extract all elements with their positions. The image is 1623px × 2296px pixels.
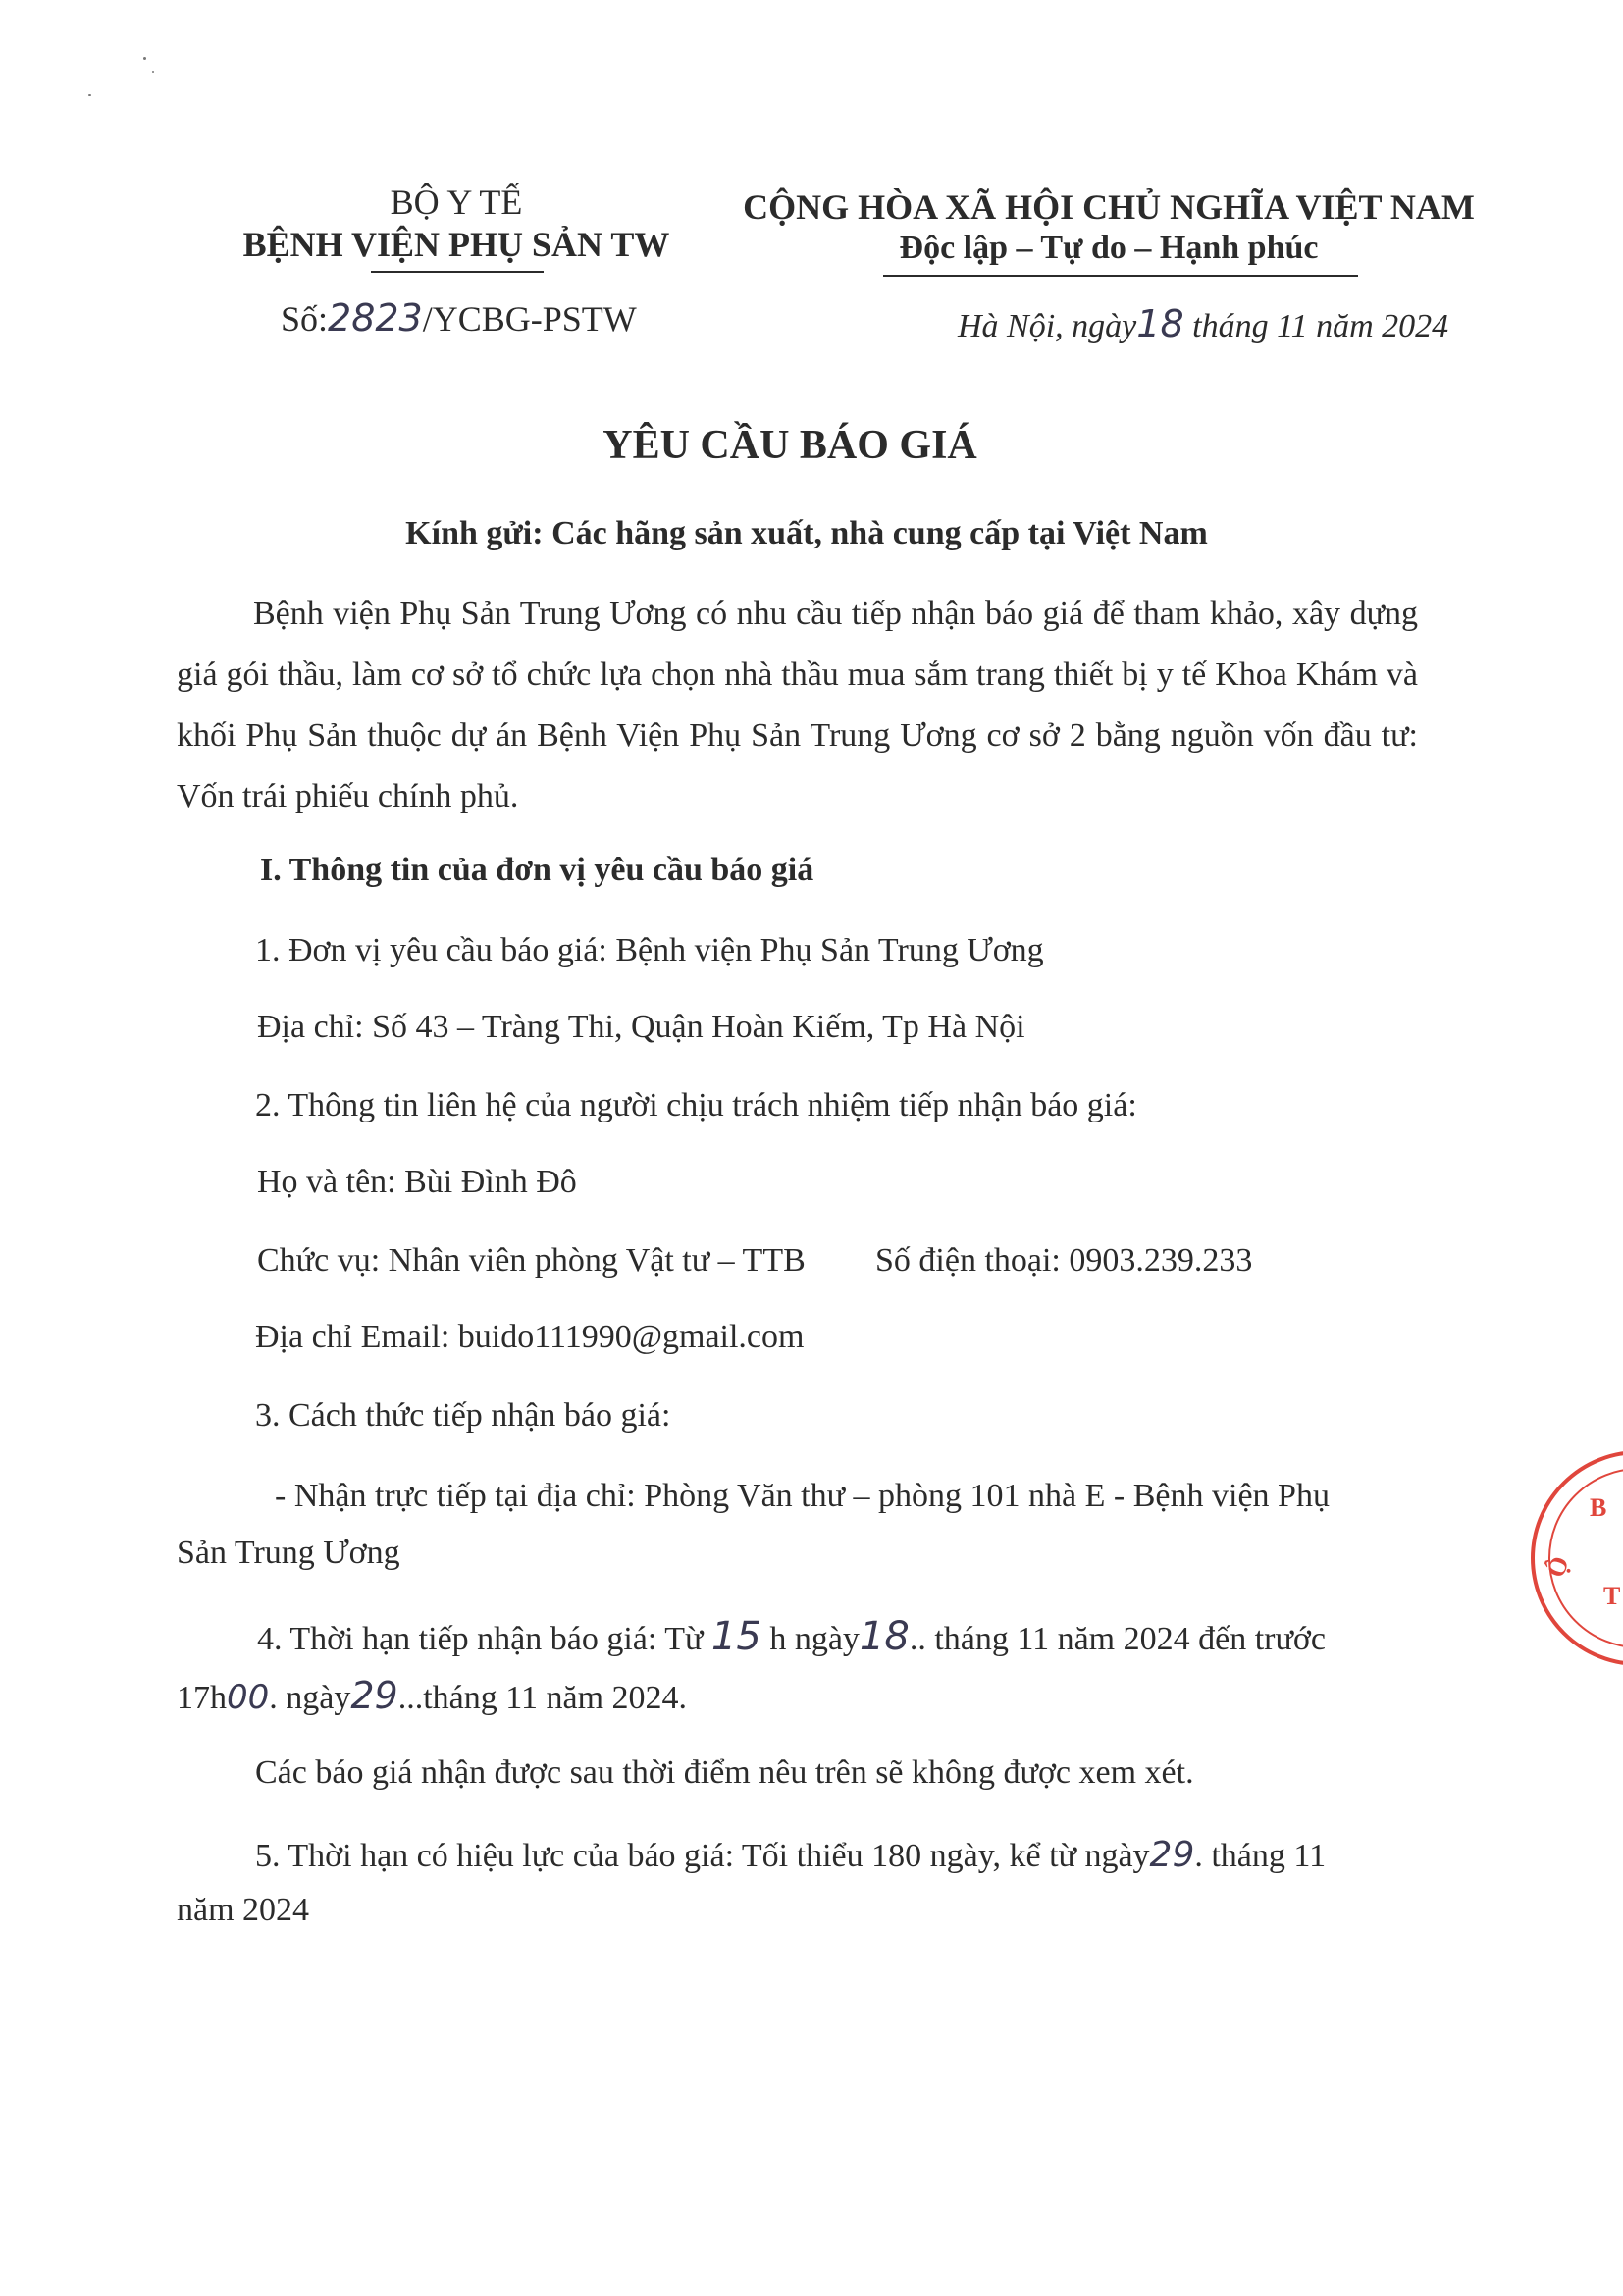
deadline-minute-handwritten: 00 — [227, 1678, 270, 1717]
deadline-line-2 — [177, 1674, 687, 1717]
document-number-handwritten: 2823 — [328, 296, 423, 339]
contact-heading: 2. Thông tin liên hệ của người chịu trách nhiệm tiếp nhận báo giá: — [255, 1087, 1137, 1123]
document-title: YÊU CẦU BÁO GIÁ — [602, 423, 977, 468]
deadline-mid-2: .. tháng 11 năm 2024 đến trước — [909, 1621, 1326, 1657]
issue-date-day-handwritten: 18 — [1136, 302, 1184, 345]
document-number-prefix: Số: — [281, 299, 329, 339]
intro-paragraph: Bệnh viện Phụ Sản Trung Ương có nhu cầu tiếp nhận báo giá để tham khảo, xây dựng giá gói thầu, làm cơ sở tổ chức lựa chọn nhà thầu mua sắm trang thiết bị y tế Khoa Khám và khối Phụ Sản thuộc dự án Bệnh Viện Phụ Sản Trung Ương cơ sở 2 bằng nguồn vốn đầu tư: Vốn trái phiếu chính phủ. — [177, 596, 1418, 814]
receipt-method-heading: 3. Cách thức tiếp nhận báo giá: — [255, 1397, 671, 1434]
deadline-end-day-handwritten: 29 — [350, 1674, 398, 1717]
contact-email: Địa chỉ Email: buido111990@gmail.com — [255, 1319, 805, 1355]
validity-line-2: năm 2024 — [177, 1892, 310, 1928]
late-submission-note: Các báo giá nhận được sau thời điểm nêu trên sẽ không được xem xét. — [255, 1754, 1194, 1791]
section-1-heading: I. Thông tin của đơn vị yêu cầu báo giá — [260, 852, 814, 888]
document-number — [281, 296, 637, 339]
hospital-name: BỆNH VIỆN PHỤ SẢN TW — [242, 225, 670, 264]
country-name: CỘNG HÒA XÃ HỘI CHỦ NGHĨA VIỆT NAM — [743, 187, 1475, 227]
deadline-day-handwritten: 18 — [859, 1614, 910, 1659]
deadline-mid-1: h ngày — [769, 1621, 860, 1657]
scan-speck — [152, 71, 154, 73]
deadline-line-1 — [257, 1614, 1326, 1659]
recipient-line: Kính gửi: Các hãng sản xuất, nhà cung cấp tại Việt Nam — [405, 515, 1208, 551]
seal-char: B — [1590, 1493, 1607, 1522]
deadline-prefix: 4. Thời hạn tiếp nhận báo giá: Từ — [257, 1621, 704, 1657]
scan-speck — [88, 94, 91, 96]
requesting-unit: 1. Đơn vị yêu cầu báo giá: Bệnh viện Phụ Sản Trung Ương — [255, 932, 1044, 968]
red-seal-stamp — [1531, 1450, 1623, 1666]
document-number-suffix: /YCBG-PSTW — [422, 299, 637, 339]
seal-char: Ộ — [1541, 1552, 1575, 1582]
contact-position: Chức vụ: Nhân viên phòng Vật tư – TTB — [257, 1242, 806, 1278]
deadline-line-2-suffix: ...tháng 11 năm 2024. — [397, 1680, 688, 1716]
receipt-method-line-1: - Nhận trực tiếp tại địa chỉ: Phòng Văn thư – phòng 101 nhà E - Bệnh viện Phụ — [275, 1478, 1330, 1514]
motto-underline — [883, 275, 1358, 277]
ministry-name: BỘ Y TẾ — [390, 183, 523, 222]
validity-day-handwritten: 29 — [1149, 1835, 1195, 1875]
contact-phone: Số điện thoại: 0903.239.233 — [875, 1242, 1253, 1278]
deadline-line-2-prefix: 17h — [177, 1680, 227, 1716]
deadline-line-2-mid: . ngày — [269, 1680, 351, 1716]
issue-date-prefix: Hà Nội, ngày — [958, 308, 1137, 344]
scan-speck — [143, 57, 146, 60]
receipt-method-line-2: Sản Trung Ương — [177, 1535, 400, 1571]
national-motto: Độc lập – Tự do – Hạnh phúc — [899, 230, 1319, 266]
issue-date — [958, 302, 1448, 345]
validity-prefix: 5. Thời hạn có hiệu lực của báo giá: Tối thiểu 180 ngày, kể từ ngày — [255, 1838, 1150, 1874]
contact-name: Họ và tên: Bùi Đình Đô — [257, 1164, 577, 1200]
seal-char: T — [1603, 1582, 1621, 1610]
deadline-hour-handwritten: 15 — [710, 1614, 761, 1659]
validity-suffix: . tháng 11 — [1194, 1838, 1327, 1874]
validity-line-1 — [255, 1835, 1326, 1875]
hospital-underline — [371, 271, 544, 273]
unit-address: Địa chỉ: Số 43 – Tràng Thi, Quận Hoàn Kiếm, Tp Hà Nội — [257, 1009, 1025, 1045]
issue-date-suffix: tháng 11 năm 2024 — [1183, 308, 1449, 344]
